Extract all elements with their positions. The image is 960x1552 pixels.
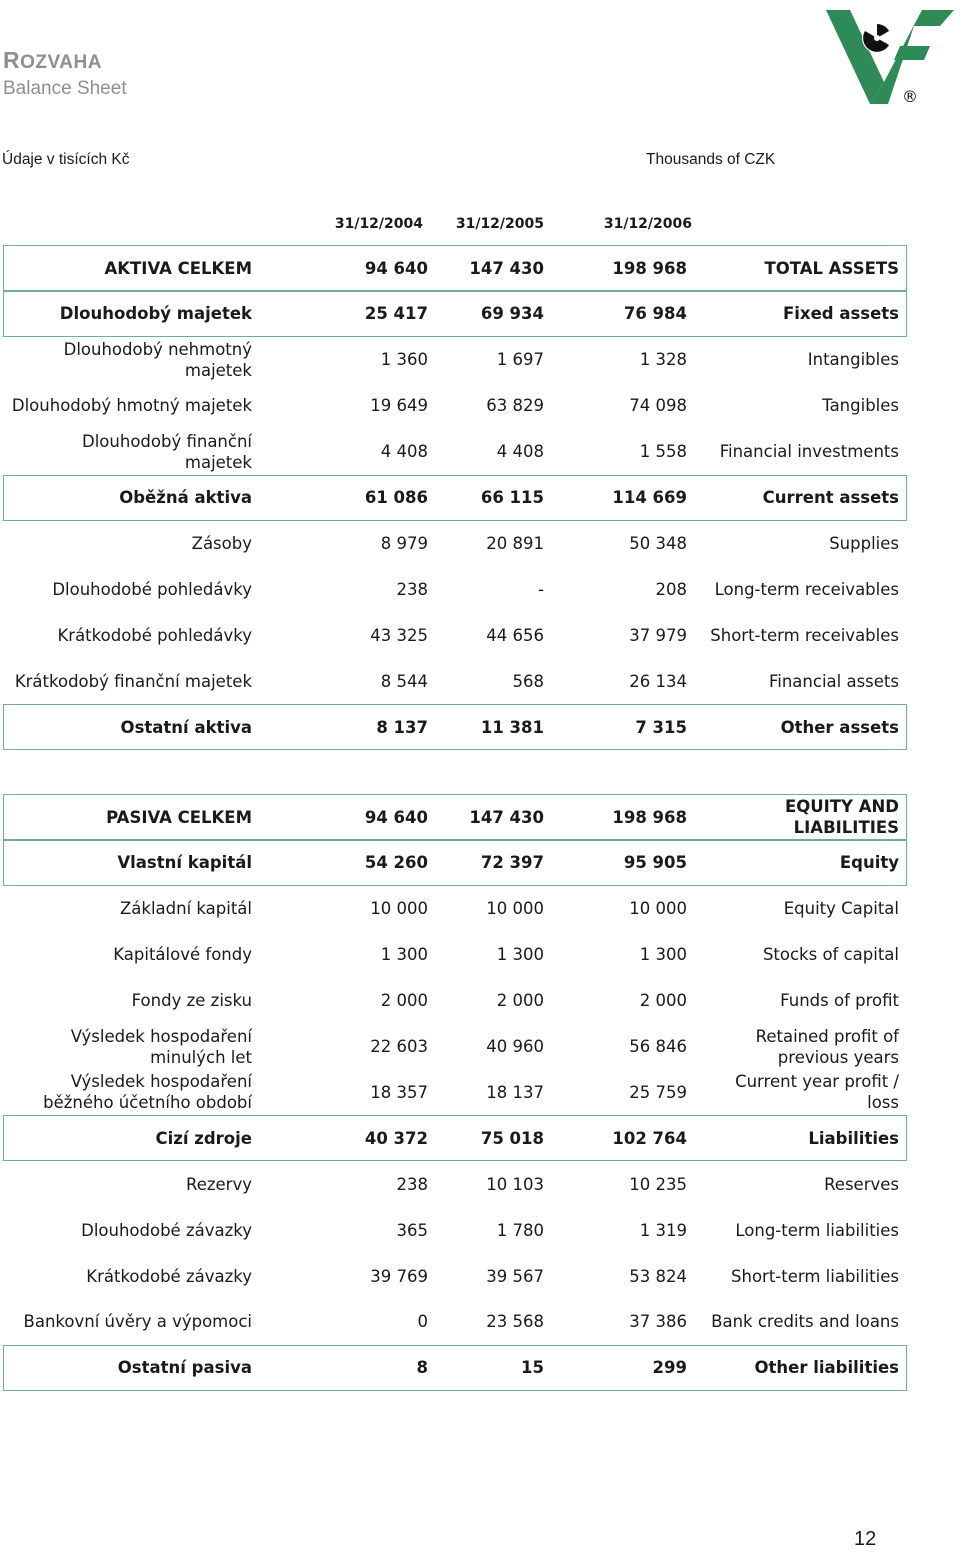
czech-label: Vlastní kapitál bbox=[117, 853, 252, 873]
english-label: Financial assets bbox=[768, 671, 899, 691]
table-row bbox=[0, 1345, 960, 1391]
value-2005: 44 656 bbox=[486, 625, 544, 645]
table-row bbox=[0, 429, 960, 475]
english-label: Funds of profit bbox=[780, 991, 899, 1011]
czech-label: Dlouhodobý nehmotný majetek bbox=[63, 339, 252, 380]
czech-label: Dlouhodobé pohledávky bbox=[52, 579, 252, 599]
value-2006: 56 846 bbox=[629, 1037, 687, 1056]
value-2004: 25 417 bbox=[364, 304, 428, 324]
value-2004: 8 979 bbox=[380, 533, 428, 553]
czech-label: Výsledek hospodaření minulých let bbox=[70, 1026, 252, 1067]
english-label: Equity bbox=[839, 853, 899, 873]
value-2005: 18 137 bbox=[486, 1082, 544, 1102]
czech-label: Ostatní pasiva bbox=[117, 1358, 252, 1378]
value-2005: 1 780 bbox=[496, 1220, 544, 1240]
value-2006: 2 000 bbox=[639, 991, 687, 1011]
table-row bbox=[0, 1115, 960, 1161]
value-2006: 37 979 bbox=[629, 625, 687, 645]
value-2005: 66 115 bbox=[480, 488, 544, 507]
english-label: Long-term receivables bbox=[714, 579, 899, 599]
english-label: Short-term liabilities bbox=[731, 1266, 899, 1286]
english-label: Liabilities bbox=[808, 1128, 899, 1148]
value-2006: 1 319 bbox=[639, 1220, 687, 1240]
value-2006: 198 968 bbox=[612, 258, 687, 278]
value-2004: 39 769 bbox=[370, 1266, 428, 1286]
english-label: Long-term liabilities bbox=[735, 1220, 899, 1240]
value-2006: 102 764 bbox=[612, 1128, 687, 1148]
value-2004: 10 000 bbox=[370, 899, 428, 919]
column-header-2004: 31/12/2004 bbox=[334, 216, 423, 232]
english-label: Current assets bbox=[762, 488, 899, 507]
czech-label: PASIVA CELKEM bbox=[106, 807, 252, 827]
value-2005: 20 891 bbox=[486, 533, 544, 553]
english-label: EQUITY AND LIABILITIES bbox=[784, 797, 899, 837]
value-2004: 4 408 bbox=[380, 442, 428, 462]
value-2006: 10 000 bbox=[629, 899, 687, 919]
table-row bbox=[0, 978, 960, 1024]
czech-label: Dlouhodobé závazky bbox=[81, 1220, 252, 1240]
czech-label: Dlouhodobý majetek bbox=[59, 304, 252, 324]
english-label: Fixed assets bbox=[783, 304, 899, 324]
page-number: 12 bbox=[854, 1528, 877, 1550]
value-2004: 8 544 bbox=[380, 671, 428, 691]
czech-label: Rezervy bbox=[186, 1174, 252, 1194]
english-label: Current year profit / loss bbox=[735, 1072, 899, 1113]
english-label: Stocks of capital bbox=[762, 945, 899, 965]
value-2005: 72 397 bbox=[480, 853, 544, 873]
value-2005: 10 000 bbox=[486, 899, 544, 919]
table-row bbox=[0, 520, 960, 566]
value-2005: 15 bbox=[521, 1358, 544, 1378]
value-2004: 1 300 bbox=[380, 945, 428, 965]
table-row bbox=[0, 1024, 960, 1070]
table-row bbox=[0, 886, 960, 932]
table-row bbox=[0, 475, 960, 521]
czech-label: Kapitálové fondy bbox=[113, 945, 252, 965]
value-2006: 10 235 bbox=[629, 1174, 687, 1194]
value-2004: 365 bbox=[396, 1220, 428, 1240]
table-row bbox=[0, 658, 960, 704]
czech-label: Dlouhodobý finanční majetek bbox=[82, 431, 252, 472]
value-2006: 26 134 bbox=[629, 671, 687, 691]
value-2005: 147 430 bbox=[469, 258, 544, 278]
value-2004: 19 649 bbox=[370, 396, 428, 416]
table-row bbox=[0, 840, 960, 886]
logo-radiation-center bbox=[874, 35, 880, 41]
report-title-rest: OZVAHA bbox=[20, 52, 102, 73]
value-2004: 8 bbox=[416, 1358, 428, 1378]
value-2006: 1 328 bbox=[639, 350, 687, 370]
value-2005: 11 381 bbox=[480, 717, 544, 737]
value-2005: 4 408 bbox=[496, 442, 544, 462]
value-2004: 94 640 bbox=[364, 807, 428, 827]
czech-label: AKTIVA CELKEM bbox=[104, 258, 252, 278]
english-label: Retained profit of previous years bbox=[755, 1026, 899, 1067]
value-2004: 61 086 bbox=[364, 488, 428, 507]
value-2006: 198 968 bbox=[612, 807, 687, 827]
table-row bbox=[0, 1253, 960, 1299]
value-2006: 208 bbox=[655, 579, 687, 599]
value-2006: 25 759 bbox=[629, 1082, 687, 1102]
value-2006: 1 300 bbox=[639, 945, 687, 965]
czech-label: Krátkodobý finanční majetek bbox=[14, 671, 252, 691]
value-2004: 0 bbox=[417, 1312, 428, 1332]
value-2005: 1 300 bbox=[496, 945, 544, 965]
value-2004: 2 000 bbox=[380, 991, 428, 1011]
report-title bbox=[3, 46, 127, 77]
table-row bbox=[0, 291, 960, 337]
value-2006: 53 824 bbox=[629, 1266, 687, 1286]
value-2005: 568 bbox=[512, 671, 544, 691]
table-row bbox=[0, 612, 960, 658]
value-2006: 114 669 bbox=[612, 488, 687, 507]
value-2004: 40 372 bbox=[364, 1128, 428, 1148]
english-label: Short-term receivables bbox=[710, 625, 899, 645]
table-row bbox=[0, 383, 960, 429]
value-2006: 37 386 bbox=[629, 1312, 687, 1332]
table-row bbox=[0, 1161, 960, 1207]
czech-label: Cizí zdroje bbox=[155, 1128, 252, 1148]
english-label: Bank credits and loans bbox=[711, 1312, 899, 1332]
czech-label: Výsledek hospodaření běžného účetního období bbox=[43, 1072, 252, 1113]
value-2005: 69 934 bbox=[480, 304, 544, 324]
units-label-czech: Údaje v tisících Kč bbox=[2, 151, 130, 168]
english-label: Supplies bbox=[829, 533, 899, 553]
value-2004: 1 360 bbox=[380, 350, 428, 370]
value-2005: 1 697 bbox=[496, 350, 544, 370]
table-row bbox=[0, 245, 960, 291]
english-label: Equity Capital bbox=[783, 899, 899, 919]
value-2005: 2 000 bbox=[496, 991, 544, 1011]
value-2005: - bbox=[538, 579, 544, 599]
value-2005: 75 018 bbox=[480, 1128, 544, 1148]
value-2005: 39 567 bbox=[486, 1266, 544, 1286]
czech-label: Oběžná aktiva bbox=[119, 488, 252, 507]
value-2004: 43 325 bbox=[370, 625, 428, 645]
table-row bbox=[0, 932, 960, 978]
value-2004: 238 bbox=[396, 579, 428, 599]
table-row bbox=[0, 1299, 960, 1345]
value-2004: 238 bbox=[396, 1174, 428, 1194]
report-subtitle: Balance Sheet bbox=[3, 78, 127, 99]
english-label: Other assets bbox=[780, 717, 899, 737]
value-2005: 63 829 bbox=[486, 396, 544, 416]
value-2006: 1 558 bbox=[639, 442, 687, 462]
english-label: Financial investments bbox=[719, 442, 899, 462]
value-2005: 23 568 bbox=[486, 1312, 544, 1332]
czech-label: Krátkodobé pohledávky bbox=[57, 625, 252, 645]
english-label: Reserves bbox=[824, 1174, 899, 1194]
column-header-2005: 31/12/2005 bbox=[455, 216, 544, 232]
table-row bbox=[0, 1207, 960, 1253]
czech-label: Zásoby bbox=[191, 533, 252, 553]
value-2006: 76 984 bbox=[623, 304, 687, 324]
logo-registered-mark: ® bbox=[902, 87, 918, 106]
english-label: Other liabilities bbox=[754, 1358, 899, 1378]
table-row bbox=[0, 704, 960, 750]
english-label: TOTAL ASSETS bbox=[764, 258, 899, 278]
value-2004: 94 640 bbox=[364, 258, 428, 278]
czech-label: Ostatní aktiva bbox=[120, 717, 252, 737]
value-2004: 18 357 bbox=[370, 1082, 428, 1102]
value-2005: 147 430 bbox=[469, 807, 544, 827]
czech-label: Dlouhodobý hmotný majetek bbox=[11, 396, 252, 416]
report-title-initial: R bbox=[3, 47, 21, 73]
czech-label: Krátkodobé závazky bbox=[86, 1266, 252, 1286]
table-row bbox=[0, 566, 960, 612]
czech-label: Základní kapitál bbox=[119, 899, 252, 919]
report-title-block bbox=[3, 46, 127, 101]
value-2006: 299 bbox=[652, 1358, 687, 1378]
value-2006: 7 315 bbox=[635, 717, 687, 737]
table-row bbox=[0, 337, 960, 383]
table-row bbox=[0, 1069, 960, 1115]
company-logo bbox=[822, 2, 960, 106]
czech-label: Fondy ze zisku bbox=[131, 991, 252, 1011]
english-label: Tangibles bbox=[822, 396, 899, 416]
value-2006: 50 348 bbox=[629, 533, 687, 553]
value-2004: 8 137 bbox=[376, 717, 428, 737]
english-label: Intangibles bbox=[807, 350, 899, 370]
value-2006: 95 905 bbox=[623, 853, 687, 873]
logo-f-bar bbox=[894, 46, 930, 60]
czech-label: Bankovní úvěry a výpomoci bbox=[23, 1312, 252, 1332]
column-header-2006: 31/12/2006 bbox=[603, 216, 692, 232]
value-2005: 10 103 bbox=[486, 1174, 544, 1194]
value-2004: 22 603 bbox=[370, 1037, 428, 1056]
units-label-english: Thousands of CZK bbox=[646, 151, 776, 168]
value-2004: 54 260 bbox=[364, 853, 428, 873]
table-row bbox=[0, 794, 960, 840]
value-2006: 74 098 bbox=[629, 396, 687, 416]
value-2005: 40 960 bbox=[486, 1037, 544, 1056]
